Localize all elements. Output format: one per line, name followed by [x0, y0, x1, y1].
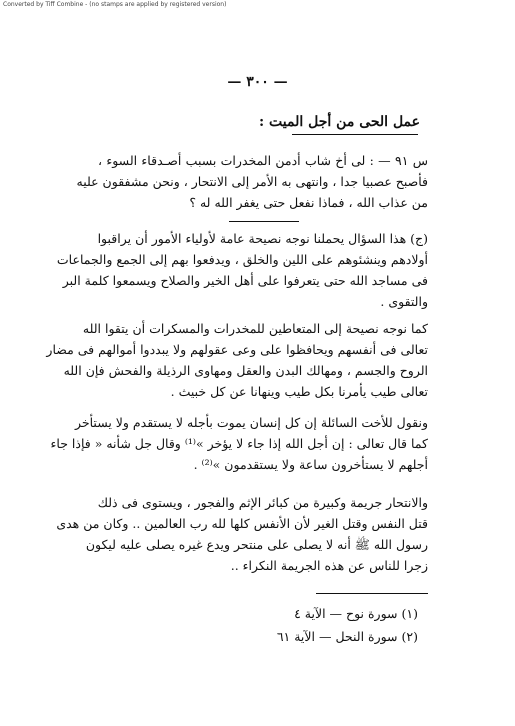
question-paragraph: [76, 150, 429, 213]
answer-line: والانتحار جريمة وكبيرة من كبائر الإثم والفجور ، ويستوى فى ذلك: [97, 495, 428, 510]
question-line: من عذاب الله ، فماذا نفعل حتى يغفر الله له ؟: [189, 195, 428, 210]
heading-underline: [292, 134, 418, 135]
answer-line: قتل النفس وقتل الغير لأن الأنفس كلها لله رب العالمين .. وكان من هدى: [56, 516, 428, 531]
page-number: — ٣٠٠ —: [227, 74, 288, 90]
answer-line: كما نوجه نصيحة إلى المتعاطين للمخدرات والمسكرات أن يتقوا الله: [82, 321, 428, 336]
question-line: فأصبح عصبيا جدا ، وانتهى به الأمر إلى الانتحار ، ونحن مشفقون عليه: [76, 174, 428, 189]
answer-paragraph-1: [56, 228, 428, 312]
answer-line: والتقوى .: [380, 294, 428, 309]
answer-line: تعالى فى أنفسهم ويحافظوا على وعى عقولهم ولا يبددوا أموالهم فى مضار: [46, 342, 428, 357]
answer-line: ونقول للأخت السائلة إن كل إنسان يموت بأجله لا يستقدم ولا يستأخر: [74, 415, 428, 430]
footnote-1: (١) سورة نوح — الآية ٤: [294, 606, 418, 621]
answer-paragraph-3: [50, 412, 428, 475]
question-line: س ٩١ — : لى أخ شاب أدمن المخدرات بسبب أصـدقاء السوء ،: [98, 153, 429, 168]
answer-paragraph-2: [46, 318, 428, 402]
answer-line: تعالى طيب يأمرنا بكل طيب وينهانا عن كل خبيث .: [170, 384, 428, 399]
section-heading: عمل الحى من أجل الميت :: [259, 114, 420, 130]
question-answer-divider: [229, 221, 299, 222]
footnotes: [277, 602, 418, 648]
footnote-2: (٢) سورة النحل — الآية ٦١: [276, 629, 418, 644]
answer-line: أولادهم وينشئوهم على اللين والخلق ، ويدفعوا بهم إلى الجمع والجماعات: [56, 252, 428, 267]
footnote-rule: [316, 593, 428, 594]
answer-line: زجرا للناس عن هذه الجريمة النكراء ..: [230, 558, 428, 573]
answer-line: كما قال تعالى : إن أجل الله إذا جاء لا يؤخر »⁽¹⁾ وقال جل شأنه « فإذا جاء: [50, 436, 428, 451]
answer-line: الروح والجسم ، ومهالك البدن والعقل ومهاوى الرذيلة والفحش فإن الله: [63, 363, 428, 378]
answer-line: فى مساجد الله حتى يتعرفوا على أهل الخير والصلاح ويسمعوا كلمة البر: [62, 273, 428, 288]
answer-line: رسول الله ﷺ أنه لا يصلى على منتحر ويدع غيره يصلى عليه ليكون: [85, 537, 428, 552]
answer-line: (ج) هذا السؤال يحملنا نوجه نصيحة عامة لأولياء الأمور أن يراقبوا: [97, 231, 428, 246]
converter-watermark: Converted by Tiff Combine - (no stamps are applied by registered version): [3, 1, 227, 8]
answer-paragraph-4: [56, 492, 428, 576]
answer-line: أجلهم لا يستأخرون ساعة ولا يستقدمون »⁽²⁾ .: [193, 457, 428, 472]
